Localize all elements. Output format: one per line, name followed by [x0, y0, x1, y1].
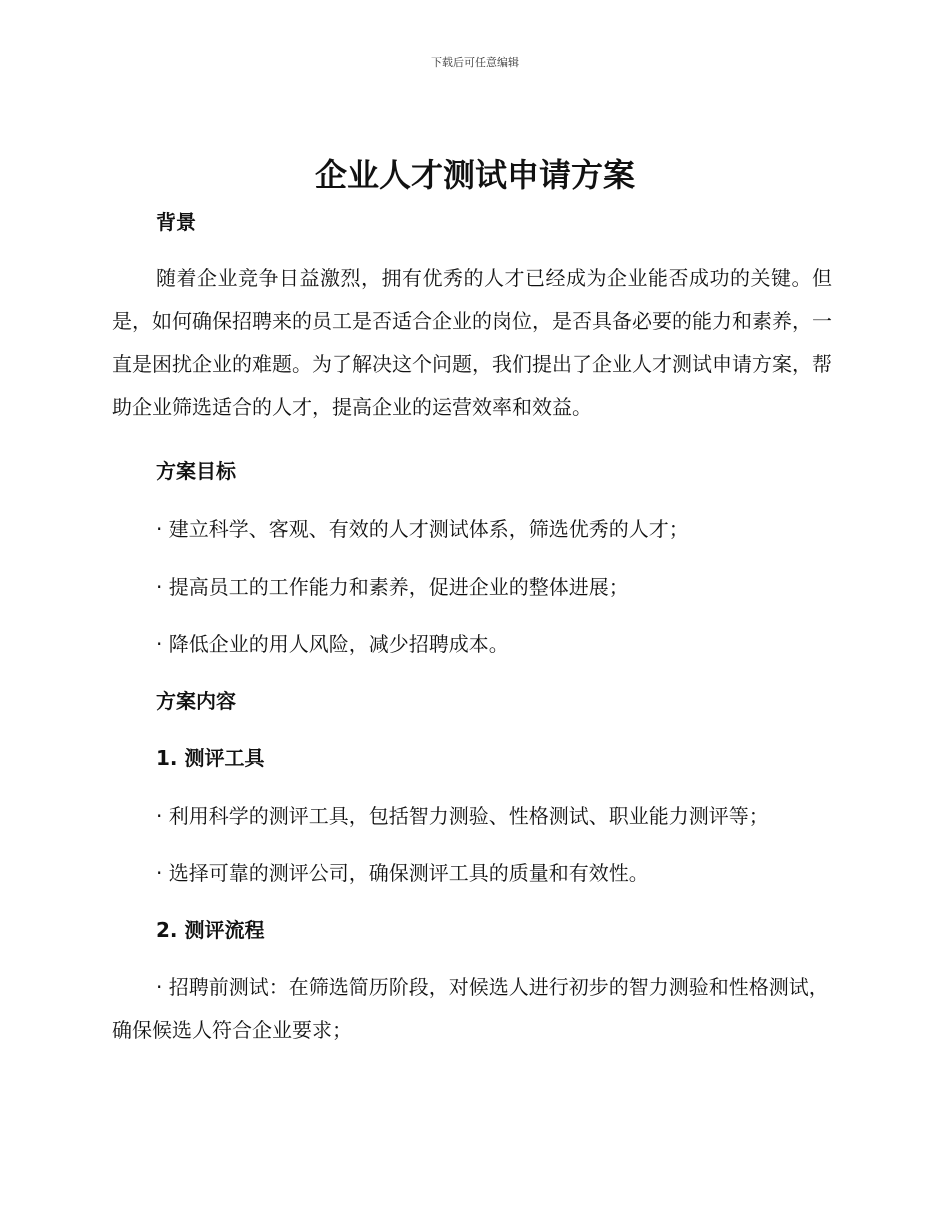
- section-heading-background: 背景: [156, 210, 196, 234]
- goal-item: · 降低企业的用人风险，减少招聘成本。: [156, 632, 509, 656]
- background-paragraph: 随着企业竞争日益激烈，拥有优秀的人才已经成为企业能否成功的关键。但是，如何确保招聘来的员工是否适合企业的岗位，是否具备必要的能力和素养，一直是困扰企业的难题。为了解决这个问题，我们提出了企业人才测试申请方案，帮助企业筛选适合的人才，提高企业的运营效率和效益。: [112, 266, 832, 419]
- tool-item: · 利用科学的测评工具，包括智力测验、性格测试、职业能力测评等；: [156, 804, 769, 828]
- goal-item: · 建立科学、客观、有效的人才测试体系，筛选优秀的人才；: [156, 517, 689, 541]
- subsection-heading-process: 2. 测评流程: [156, 918, 265, 942]
- goal-item: · 提高员工的工作能力和素养，促进企业的整体进展；: [156, 575, 629, 599]
- document-title: 企业人才测试申请方案: [314, 156, 635, 194]
- section-heading-content: 方案内容: [156, 689, 236, 713]
- tool-item: · 选择可靠的测评公司，确保测评工具的质量和有效性。: [156, 861, 649, 885]
- subsection-heading-tools: 1. 测评工具: [156, 746, 265, 770]
- header-note: 下载后可任意编辑: [431, 56, 519, 69]
- process-item: · 招聘前测试：在筛选简历阶段，对候选人进行初步的智力测验和性格测试，确保候选人符合企业要求；: [112, 975, 829, 1042]
- section-heading-goals: 方案目标: [156, 459, 236, 483]
